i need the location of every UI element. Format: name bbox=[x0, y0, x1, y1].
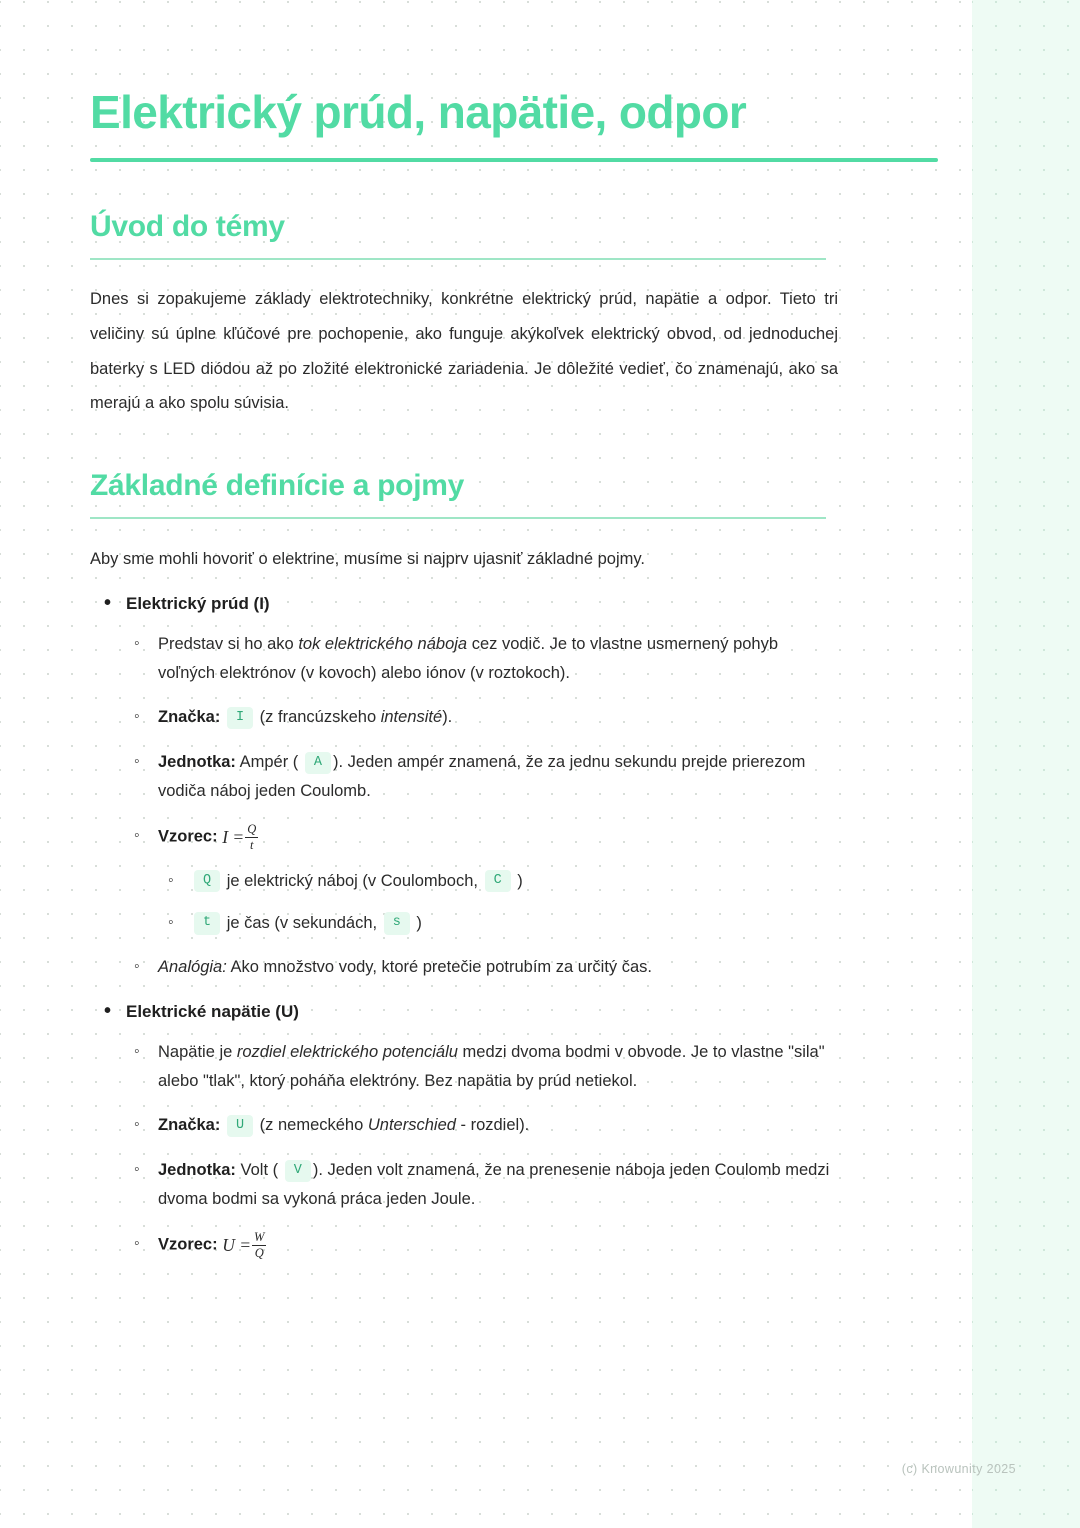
symbol-label: Značka: bbox=[158, 1116, 221, 1135]
unit-description: ). Jeden ampér znamená, že za jednu sekundu prejde prierezom vodiča náboj jeden Coulomb. bbox=[158, 753, 806, 801]
document-content bbox=[90, 0, 838, 1261]
formula-expression bbox=[222, 822, 259, 853]
list-item-description bbox=[126, 1038, 838, 1096]
symbol-note-emphasis: Unterschied bbox=[367, 1116, 456, 1135]
list-item-term-current bbox=[90, 594, 838, 982]
list-item-description bbox=[126, 630, 838, 688]
variable-text-suffix: ) bbox=[416, 913, 422, 932]
description-emphasis: tok elektrického náboja bbox=[298, 634, 468, 653]
list-item-formula bbox=[126, 1230, 838, 1261]
formula-denominator: t bbox=[249, 837, 254, 852]
list-item-variable bbox=[158, 867, 838, 895]
term-details-voltage bbox=[126, 1038, 838, 1261]
unit-label: Jednotka: bbox=[158, 1161, 236, 1180]
list-item-symbol bbox=[126, 703, 838, 732]
decorative-right-band bbox=[972, 0, 1080, 1528]
symbol-note-prefix: (z nemeckého bbox=[259, 1116, 368, 1135]
variable-text-suffix: ) bbox=[517, 871, 523, 890]
variable-text-prefix: je čas (v sekundách, bbox=[226, 913, 378, 932]
formula-lhs: U = bbox=[222, 1235, 252, 1256]
list-item-variable bbox=[158, 909, 838, 937]
symbol-note-suffix: ). bbox=[442, 708, 453, 727]
list-item-formula bbox=[126, 822, 838, 937]
section-heading-intro: Úvod do témy bbox=[90, 210, 285, 244]
variable-chip-q: Q bbox=[194, 870, 220, 892]
term-details-current bbox=[126, 630, 838, 982]
description-emphasis: rozdiel elektrického potenciálu bbox=[236, 1042, 458, 1061]
formula-variable-list bbox=[158, 867, 838, 937]
description-suffix: cez vodič. Je to vlastne usmernený pohyb voľných elektrónov (v kovoch) alebo iónov (v roztokoch). bbox=[158, 634, 779, 682]
analogy-label: Analógia: bbox=[158, 957, 227, 976]
unit-chip: V bbox=[285, 1160, 311, 1182]
analogy-text: Ako množstvo vody, ktoré pretečie potrubím za určitý čas. bbox=[226, 957, 653, 976]
formula-label: Vzorec: bbox=[158, 827, 218, 846]
terms-list bbox=[90, 594, 838, 1261]
unit-name: Ampér ( bbox=[239, 753, 299, 772]
title-divider bbox=[90, 158, 938, 162]
formula-denominator: Q bbox=[254, 1245, 264, 1260]
page-title: Elektrický prúd, napätie, odpor bbox=[90, 86, 747, 138]
list-item-symbol bbox=[126, 1111, 838, 1140]
formula-lhs: I = bbox=[222, 827, 245, 848]
list-item-term-voltage bbox=[90, 1002, 838, 1261]
list-item-unit bbox=[126, 748, 838, 806]
formula-expression bbox=[222, 1230, 267, 1261]
right-band-divider bbox=[970, 0, 972, 1528]
formula-label: Vzorec: bbox=[158, 1235, 218, 1254]
unit-name: Volt ( bbox=[240, 1161, 279, 1180]
formula-numerator: Q bbox=[247, 822, 257, 837]
symbol-label: Značka: bbox=[158, 708, 221, 727]
formula-fraction bbox=[252, 1230, 266, 1260]
section-divider-definitions bbox=[90, 517, 826, 519]
unit-label: Jednotka: bbox=[158, 753, 236, 772]
formula-numerator: W bbox=[254, 1230, 265, 1245]
description-prefix: Napätie je bbox=[158, 1042, 237, 1061]
list-item-unit bbox=[126, 1156, 838, 1214]
symbol-note-suffix: - rozdiel). bbox=[455, 1116, 530, 1135]
intro-paragraph: Dnes si zopakujeme základy elektrotechniky, konkrétne elektrický prúd, napätie a odpor. Tieto tri veličiny sú úplne kľúčové pre pochopenie, ako funguje akýkoľvek elektrický obvod, od jednoduchej baterky s LED diódou až po zložité elektronické zariadenia. Je dôležité vedieť, čo znamenajú, ako sa merajú a ako spolu súvisia. bbox=[90, 290, 838, 413]
watermark: (c) Knowunity 2025 bbox=[901, 1462, 1016, 1476]
symbol-chip: U bbox=[227, 1115, 253, 1137]
variable-chip-t: t bbox=[194, 912, 220, 934]
section-heading-definitions: Základné definície a pojmy bbox=[90, 468, 464, 502]
list-item-analogy bbox=[126, 953, 838, 982]
symbol-chip: I bbox=[227, 707, 253, 729]
description-suffix: medzi dvoma bodmi v obvode. Je to vlastne "sila" alebo "tlak", ktorý poháňa elektróny. Bez napätia by prúd netiekol. bbox=[158, 1042, 825, 1090]
definitions-paragraph: Aby sme mohli hovoriť o elektrine, musíme si najprv ujasniť základné pojmy. bbox=[90, 549, 645, 568]
section-divider-intro bbox=[90, 258, 826, 260]
term-name-voltage: Elektrické napätie (U) bbox=[126, 1001, 299, 1021]
unit-description: ). Jeden volt znamená, že na prenesenie náboja jeden Coulomb medzi dvoma bodmi sa vykoná práca jeden Joule. bbox=[158, 1161, 830, 1209]
variable-unit-chip-c: C bbox=[485, 870, 511, 892]
unit-chip: A bbox=[305, 752, 331, 774]
symbol-note-emphasis: intensité bbox=[380, 708, 443, 727]
variable-unit-chip-s: s bbox=[384, 912, 410, 934]
symbol-note-prefix: (z francúzskeho bbox=[259, 708, 381, 727]
formula-fraction bbox=[245, 822, 258, 852]
variable-text-prefix: je elektrický náboj (v Coulomboch, bbox=[226, 871, 478, 890]
term-name-current: Elektrický prúd (I) bbox=[126, 593, 270, 613]
description-prefix: Predstav si ho ako bbox=[158, 634, 299, 653]
